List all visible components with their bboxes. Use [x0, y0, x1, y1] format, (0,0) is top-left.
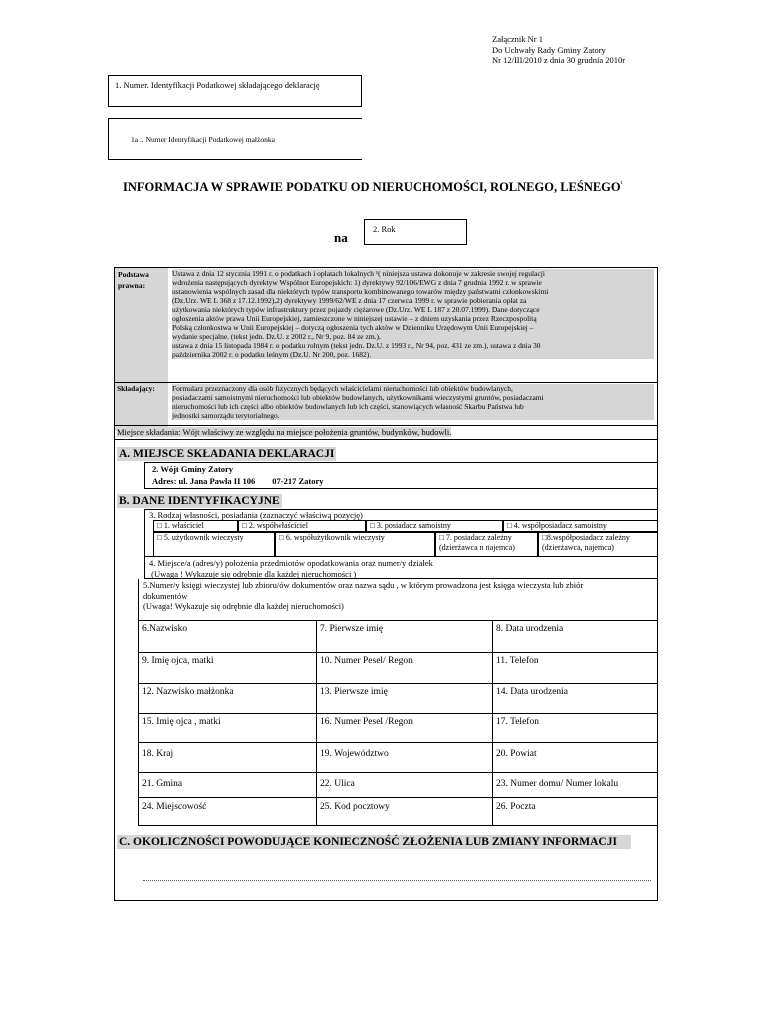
location-label: 4. Miejsce/a (adres/y) położenia przedmiotów opodatkowania oraz numer/y działek [149, 558, 433, 568]
location-field[interactable] [144, 557, 658, 579]
filing-place [117, 427, 451, 438]
basis-line: października 2002 r. o podatku leśnym (Dz.U. Nr 200, poz. 1682). [172, 350, 372, 359]
filer-line: posiadaczami samoistnymi nieruchomości lub obiektów budowlanych, użytkownikami wieczystymi gruntów, posiadaczami [172, 393, 544, 402]
field-spouse-birth-date[interactable]: 14. Data urodzenia [493, 684, 658, 714]
page-title-text: INFORMACJA W SPRAWIE PODATKU OD NIERUCHOMOŚCI, ROLNEGO, LEŚNEGO [123, 180, 621, 195]
nip-spouse-label: 1a .. Numer Identyfikacji Podatkowej małżonka [131, 135, 275, 144]
nip-spouse-field[interactable] [108, 118, 362, 160]
option-dependent-holder[interactable]: □ 7. posiadacz zależny (dzierżawca n najemca) [435, 532, 538, 557]
land-register-label-2: dokumentów [143, 590, 188, 601]
divider [115, 425, 657, 426]
nip-declarant-field[interactable] [108, 75, 362, 107]
basis-line: wdrożenia następujących dyrektyw Wspólnot Europejskich: 1) dyrektywy 92/106/EWG z dnia 7 grudnia 1992 r. w sprawie [172, 278, 542, 287]
section-a-header: A. MIEJSCE SKŁADANIA DEKLARACJI [119, 448, 335, 460]
field-street[interactable]: 22. Ulica [317, 773, 493, 798]
title-footnote: ¹ [620, 180, 623, 188]
option-perpetual-couser[interactable]: □ 6. współużytkownik wieczysty [275, 532, 435, 557]
field-spouse-first-name[interactable]: 13. Pierwsze imię [317, 684, 493, 714]
land-register-label: 5.Numer/y księgi wieczystej lub zbioru/ów dokumentów oraz nazwa sądu , w którym prowadzona jest księga wieczysta lub zbiór [143, 580, 584, 590]
option-dependent-coholder[interactable]: □8.współposiadacz zależny (dzierżawca, najemca) [538, 532, 658, 557]
filing-place-text: Miejsce składania: Wójt właściwy ze względu na miejsce położenia gruntów, budynków, budowli. [117, 427, 452, 437]
field-country[interactable]: 18. Kraj [139, 743, 317, 773]
option-independent-holder[interactable]: □ 3. posiadacz samoistny [366, 520, 503, 532]
field-town[interactable]: 24. Miejscowość [139, 798, 317, 826]
land-register-note: (Uwaga! Wykazuje się odrębnie dla każdej nieruchomości) [143, 601, 344, 611]
na-label: na [334, 230, 348, 245]
basis-line: ustanowienia wspólnych zasad dla niektórych typów transportu kombinowanego towarów między państwami członkowskimi [172, 287, 549, 296]
basis-line: (Dz.Urz. WE L 368 z 17.12.1992),2) dyrektywy 1999/62/WE z dnia 17 czerwca 1999 r. w sprawie pobierania opłat za [172, 296, 527, 305]
field-first-name[interactable]: 7. Pierwsze imię [317, 621, 493, 653]
land-register-field[interactable] [138, 579, 658, 621]
basis-label-2: prawna: [118, 281, 146, 290]
filer-text [172, 384, 654, 420]
wojt-name: 2. Wójt Gminy Zatory [152, 464, 234, 474]
field-commune[interactable]: 21. Gmina [139, 773, 317, 798]
basis-line: ustawa z dnia 15 listopada 1984 r. o podatku rolnym (tekst jedn. Dz.U. z 1993 r., Nr 94, poz. 431 ze zm.), ustawa z dnia 30 [172, 341, 541, 350]
attachment-header [492, 34, 625, 66]
nip-declarant-label: 1. Numer. Identyfikacji Podatkowej składającego deklarację [115, 80, 320, 90]
page-title [123, 180, 623, 195]
wojt-address: Adres: ul. Jana Pawła II 106 07-217 Zatory [152, 475, 324, 486]
field-spouse-parents[interactable]: 15. Imię ojca , matki [139, 714, 317, 743]
filer-line: jednostki samorządu terytorialnego. [172, 411, 280, 420]
field-parents[interactable]: 9. Imię ojca, matki [139, 653, 317, 684]
filer-line: Formularz przeznaczony dla osób fizycznych będących właścicielami nieruchomości lub obiektów budowlanych, [172, 384, 513, 393]
option-independent-coholder[interactable]: □ 4. współposiadacz samoistny [503, 520, 658, 532]
location-note: (Uwaga ! Wykazuje się odrębnie dla każdej nieruchomości ) [149, 568, 357, 579]
section-a-box [144, 462, 658, 489]
filer-label: Składający: [117, 384, 155, 393]
year-label: 2. Rok [373, 224, 396, 234]
field-postal-code[interactable]: 25. Kod pocztowy [317, 798, 493, 826]
divider [115, 439, 657, 440]
field-voivodeship[interactable]: 19. Województwo [317, 743, 493, 773]
year-field[interactable] [364, 219, 467, 245]
field-pesel[interactable]: 10. Numer Pesel/ Regon [317, 653, 493, 684]
field-spouse-phone[interactable]: 17. Telefon [493, 714, 658, 743]
field-post-office[interactable]: 26. Poczta [493, 798, 658, 826]
circumstances-input-line[interactable] [143, 880, 651, 881]
field-birth-date[interactable]: 8. Data urodzenia [493, 621, 658, 653]
divider [115, 382, 657, 383]
section-c-header: C. OKOLICZNOŚCI POWODUJĄCE KONIECZNOŚĆ ZŁOŻENIA LUB ZMIANY INFORMACJI [117, 835, 631, 849]
field-spouse-pesel[interactable]: 16. Numer Pesel /Regon [317, 714, 493, 743]
identification-grid [138, 621, 658, 826]
option-perpetual-user[interactable]: □ 5. użytkownik wieczysty [153, 532, 275, 557]
basis-line: Polską członkostwa w Unii Europejskiej – dotyczą ogłoszenia tych aktów w Dzienniku Urzędowym Unii Europejskiej – [172, 323, 534, 332]
legal-basis-text [172, 269, 654, 359]
field-phone[interactable]: 11. Telefon [493, 653, 658, 684]
filer-line: nieruchomości lub ich części albo obiektów budowlanych lub ich części, stanowiących własność Skarbu Państwa lub [172, 402, 524, 411]
option-owner[interactable]: □ 1. właściciel [153, 520, 238, 532]
basis-line: użytkowania niektórych typów infrastruktury przez pojazdy ciężarowe (Dz.Urz. WE L 187 z 20.07.1999). Dane dotyczące [172, 305, 540, 314]
field-surname[interactable]: 6.Nazwisko [139, 621, 317, 653]
field-county[interactable]: 20. Powiat [493, 743, 658, 773]
basis-line: ogłoszenia aktów prawa Unii Europejskiej, zamieszczone w niniejszej ustawie – z dniem uzyskania przez Rzeczpospolitą [172, 314, 537, 323]
field-spouse-surname[interactable]: 12. Nazwisko małżonka [139, 684, 317, 714]
option-coowner[interactable]: □ 2. współwłaściciel [238, 520, 366, 532]
basis-line: wydanie specjalne. (tekst jedn. Dz.U. z 2002 r., Nr 9, poz. 84 ze zm.), [172, 332, 381, 341]
field-house-number[interactable]: 23. Numer domu/ Numer lokalu [493, 773, 658, 798]
basis-label-1: Podstawa [118, 270, 149, 279]
attachment-line-2: Do Uchwały Rady Gminy Zatory [492, 44, 606, 55]
attachment-line-1: Załącznik Nr 1 [492, 34, 543, 44]
ownership-type-label: 3. Rodzaj własności, posiadania (zaznaczyć właściwą pozycję) [149, 510, 363, 520]
attachment-line-3: Nr 12/III/2010 z dnia 30 grudnia 2010r [492, 55, 626, 65]
section-b-header: B. DANE IDENTYFIKACYJNE [119, 495, 280, 507]
legal-label-col [115, 268, 168, 431]
basis-line: Ustawa z dnia 12 stycznia 1991 r. o podatkach i opłatach lokalnych ¹( niniejsza ustawa dokonuje w zakresie swojej regulacji [172, 269, 545, 278]
